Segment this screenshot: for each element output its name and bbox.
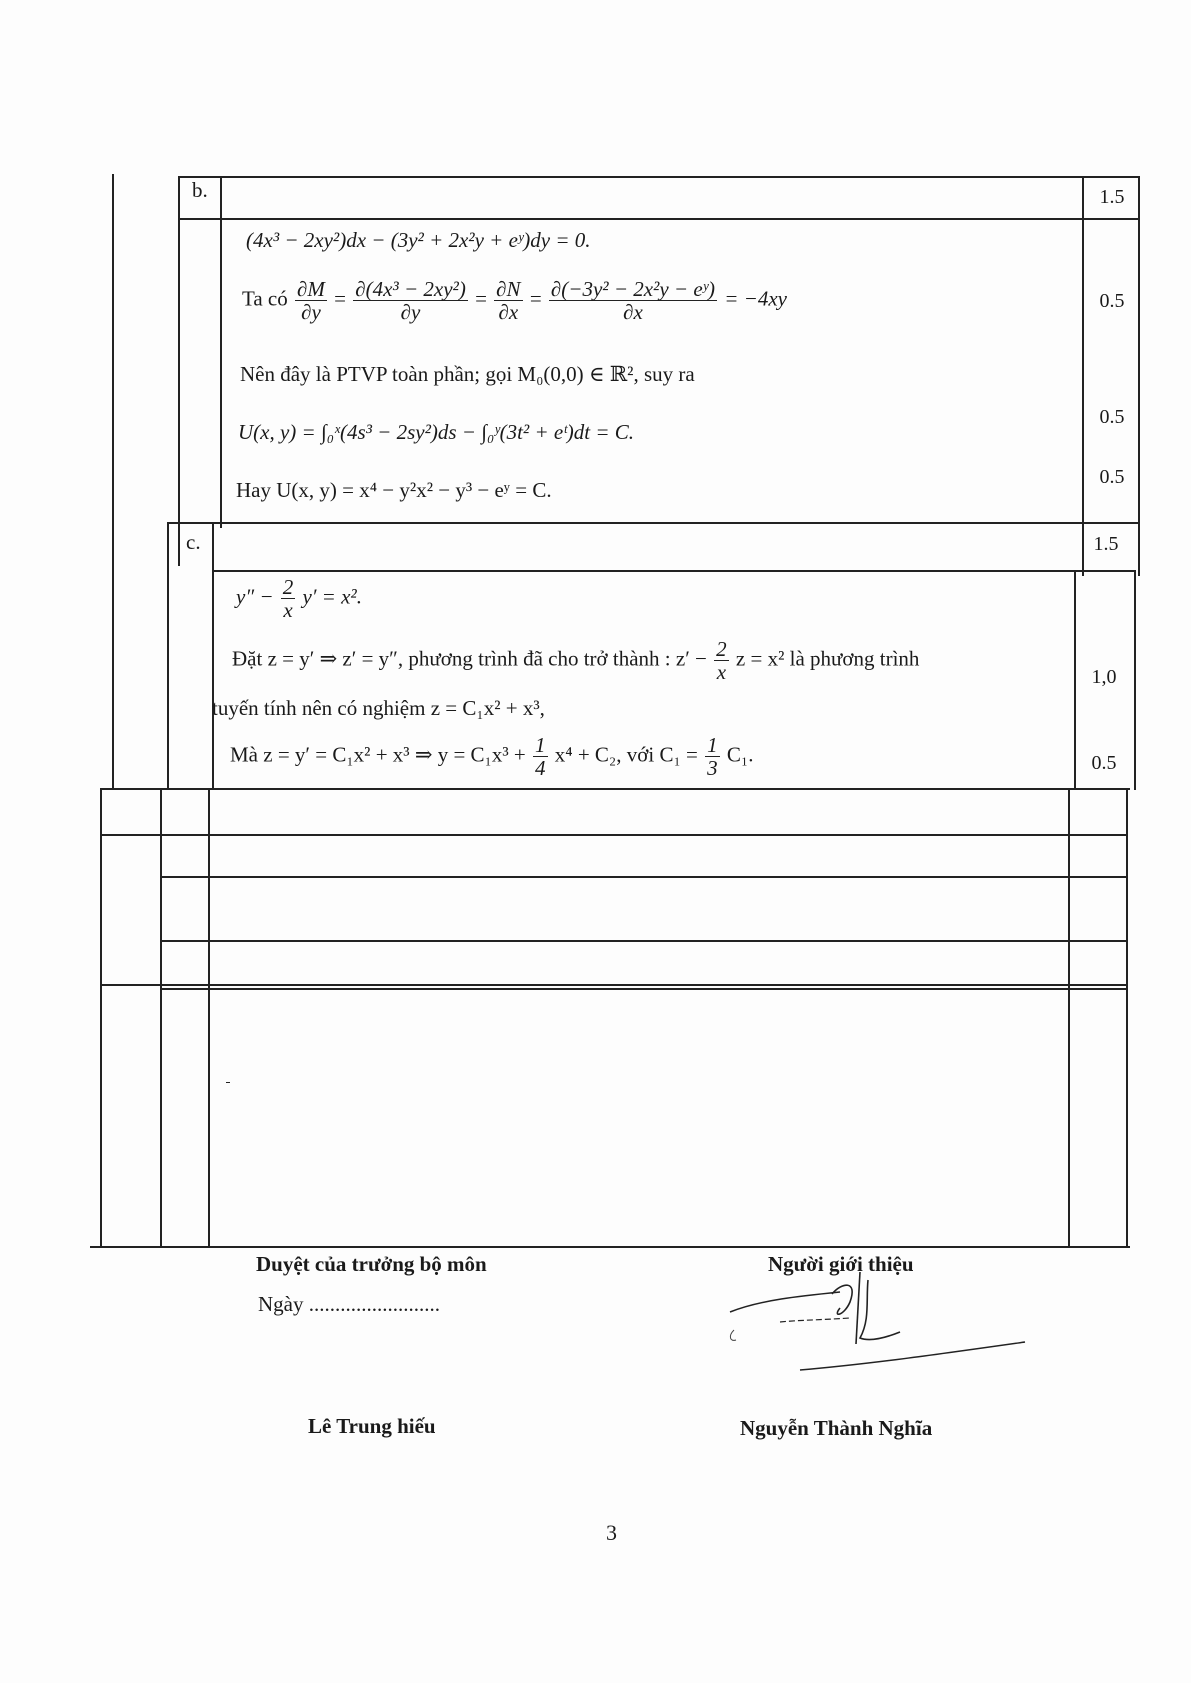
fraction: $\frac{1}{4}$ [535, 733, 546, 781]
table-line [160, 988, 1128, 990]
approval-title: Duyệt của trưởng bộ môn [256, 1252, 487, 1276]
table-line [220, 176, 222, 528]
equation-b-5: Hay U(x, y) = x⁴ − y²x² − y³ − eʸ = C. [236, 478, 552, 502]
table-line [178, 176, 1140, 178]
table-line [160, 876, 1128, 878]
text-c-2: Đặt z = y′ ⇒ z′ = y″, phương trình đã cho trở thành : z′ − $\frac{2}{x}$ z = x² là phương trình [232, 637, 920, 685]
table-line [1126, 788, 1128, 1248]
table-line [212, 570, 1136, 572]
table-line [178, 176, 180, 566]
section-label-b: b. [192, 178, 208, 202]
score-b-5: 0.5 [1099, 466, 1125, 488]
section-label-c: c. [186, 530, 201, 554]
presenter-name: Nguyễn Thành Nghĩa [740, 1416, 933, 1440]
table-line [208, 788, 210, 1248]
text-ta-co: Ta có [242, 286, 288, 311]
page-number: 3 [606, 1520, 617, 1545]
score-c-23: 1,0 [1091, 666, 1117, 688]
table-line [1082, 176, 1084, 576]
table-line [212, 522, 214, 790]
table-line [100, 984, 1128, 986]
equation-b-4: U(x, y) = ∫₀ˣ(4s³ − 2sy²)ds − ∫₀ʸ(3t² + eᵗ)dt = C. [238, 420, 635, 444]
score-c-4: 0.5 [1091, 752, 1117, 774]
signature [720, 1272, 1030, 1382]
fraction: $\frac{1}{3}$ [707, 733, 718, 781]
text-b-3: Nên đây là PTVP toàn phần; gọi M₀(0,0) ∈ ℝ², suy ra [240, 362, 695, 386]
table-line [160, 788, 162, 1248]
text-c-3: tuyến tính nên có nghiệm z = C₁x² + x³, [212, 696, 545, 720]
fraction: $\frac{2}{x}$ [716, 637, 727, 685]
table-line [112, 174, 114, 790]
equation-c-1: y″ − $\frac{2}{x}$ y′ = x². [236, 575, 362, 623]
fraction: $\frac{\partial N}{\partial x}$ [496, 277, 521, 325]
table-line [100, 788, 102, 1248]
text-c-4: Mà z = y′ = C₁x² + x³ ⇒ y = C₁x³ + $\frac{1}{4}$ x⁴ + C₂, với C₁ = $\frac{1}{3}$ C₁. [230, 733, 754, 781]
table-line [160, 940, 1128, 942]
score-b-4: 0.5 [1099, 406, 1125, 428]
table-line [178, 218, 1140, 220]
approval-date: Ngày ......................... [258, 1292, 440, 1316]
fraction: $\frac{\partial M}{\partial y}$ [297, 277, 325, 325]
table-line [100, 788, 1130, 790]
table-line [1134, 570, 1136, 790]
table-line [90, 1246, 1130, 1248]
equation-b-2: Ta có $\frac{\partial M}{\partial y}$ = $\frac{\text{∂(4x³ − 2xy²)}}{\partial y}$ = $\frac{\partial N}{\partial x}$ = $\frac{\text{∂(−3y² − 2x²y − eʸ)}}{\partial x}$ = −4xy [242, 277, 787, 325]
table-line [1068, 788, 1070, 1248]
table-line [167, 522, 169, 790]
table-line [1074, 570, 1076, 790]
table-line [1138, 176, 1140, 576]
presenter-title: Người giới thiệu [768, 1252, 914, 1276]
score-c-total: 1.5 [1093, 533, 1119, 555]
table-line [167, 522, 1138, 524]
text-q3-b-3 [224, 1068, 232, 1093]
score-b-2: 0.5 [1099, 290, 1125, 312]
score-b-total: 1.5 [1099, 186, 1125, 208]
fraction: $\frac{2}{x}$ [282, 575, 294, 623]
fraction: $\frac{\text{∂(−3y² − 2x²y − eʸ)}}{\partial x}$ [550, 277, 716, 325]
fraction: $\frac{\text{∂(4x³ − 2xy²)}}{\partial y}$ [355, 277, 466, 325]
table-line [100, 834, 1128, 836]
fraction [226, 1082, 230, 1083]
equation-b-1: (4x³ − 2xy²)dx − (3y² + 2x²y + eʸ)dy = 0. [246, 228, 591, 252]
approver-name: Lê Trung hiếu [308, 1414, 436, 1438]
